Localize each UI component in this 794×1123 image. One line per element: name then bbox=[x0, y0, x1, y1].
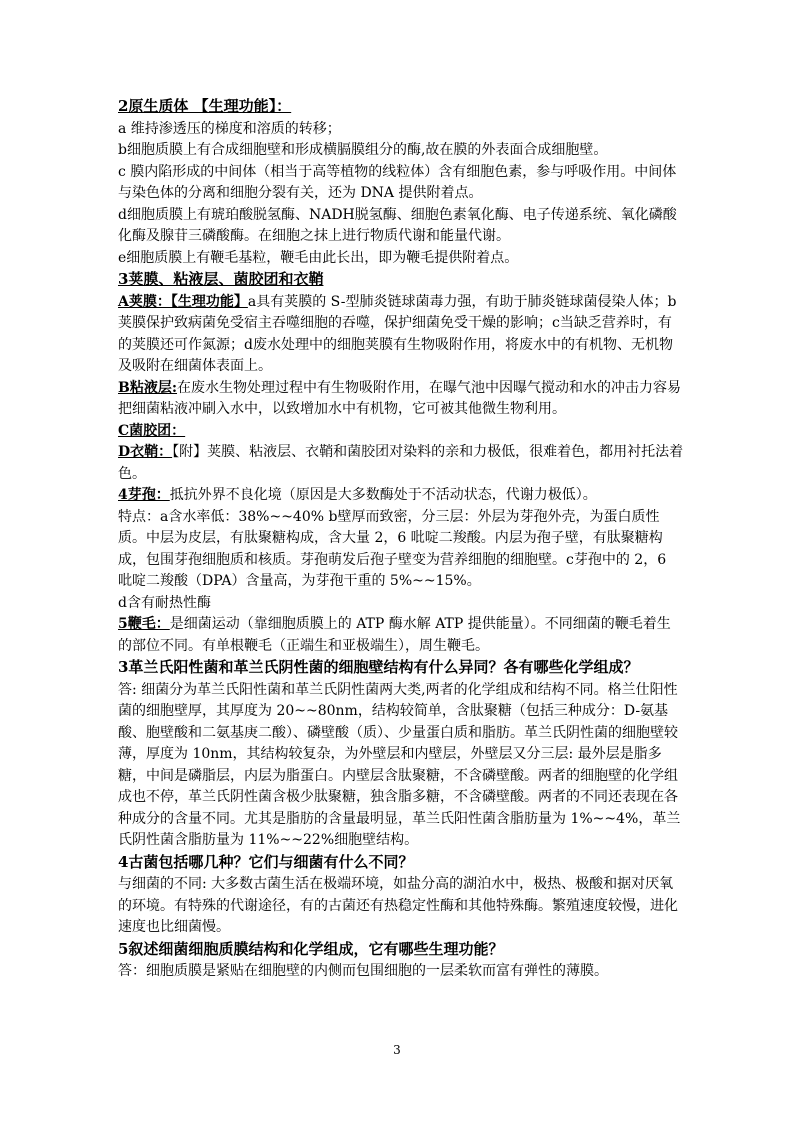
paragraph-label: 4芽孢： bbox=[118, 487, 170, 503]
paragraph-text: a具有荚膜的 S-型肺炎链球菌毒力强，有助于肺炎链球菌侵染人体；b荚膜保护致病菌免受宿主吞噬细胞的吞噬，保护细菌免受干燥的影响；c当缺乏营养时，有的荚膜还可作氮源；d废水处理中的细胞荚膜有生物吸附作用，将废水中的有机物、无机物及吸附在细菌体表面上。 bbox=[118, 293, 677, 374]
paragraph bbox=[118, 205, 684, 248]
paragraph-text: e细胞质膜上有鞭毛基粒，鞭毛由此长出，即为鞭毛提供附着点。 bbox=[118, 249, 519, 266]
paragraph bbox=[118, 162, 684, 205]
section-heading bbox=[118, 852, 684, 875]
paragraph-text: d含有耐热性酶 bbox=[118, 594, 211, 611]
paragraph bbox=[118, 119, 684, 141]
paragraph bbox=[118, 593, 684, 615]
section-heading bbox=[118, 269, 684, 292]
paragraph bbox=[118, 680, 684, 852]
paragraph-label: 3革兰氏阳性菌和革兰氏阴性菌的细胞壁结构有什么异同？各有哪些化学组成？ bbox=[118, 658, 639, 676]
paragraph bbox=[118, 614, 684, 657]
paragraph-label: A荚膜：【生理功能】 bbox=[118, 293, 248, 310]
paragraph bbox=[118, 378, 684, 421]
paragraph-text: c 膜内陷形成的中间体（相当于高等植物的线粒体）含有细胞色素，参与呼吸作用。中间体与染色体的分离和细胞分裂有关，还为 DNA 提供附着点。 bbox=[118, 163, 677, 201]
paragraph bbox=[118, 507, 684, 593]
paragraph-label: D衣鞘： bbox=[118, 444, 173, 460]
paragraph-text: 是细菌运动（靠细胞质膜上的 ATP 酶水解 ATP 提供能量）。不同细菌的鞭毛着生的部位不同。有单根鞭毛（正端生和亚极端生），周生鞭毛。 bbox=[118, 616, 671, 654]
paragraph-text: 答: 细菌分为革兰氏阳性菌和革兰氏阴性菌两大类,两者的化学组成和结构不同。格兰仕阳性菌的细胞壁厚，其厚度为 20~~80nm，结构较简单，含肽聚糖（包括三种成分：D-氨基酸、胞壁酸和二氨基庚二酸）、磷壁酸（质）、少量蛋白质和脂肪。革兰氏阴性菌的细胞壁较薄，厚度为 10nm，其结构较复杂，为外壁层和内壁层，外壁层又分三层: 最外层是脂多糖，中间是磷脂层，内层为脂蛋白。内壁层含肽聚糖，不含磷壁酸。两者的细胞壁的化学组成也不停，革兰氏阴性菌含极少肽聚糖，独含脂多糖，不含磷壁酸。两者的不同还表现在各种成分的含量不同。尤其是脂肪的含量最明显，革兰氏阳性菌含脂肪量为 1%~~4%，革兰氏阴性菌含脂肪量为 11%~~22%细胞壁结构。 bbox=[118, 681, 681, 848]
paragraph-label: 3荚膜、粘液层、菌胶团和衣鞘 bbox=[118, 270, 324, 288]
paragraph-label: 2原生质体 【生理功能】： bbox=[118, 97, 292, 115]
section-heading bbox=[118, 939, 684, 962]
paragraph bbox=[118, 874, 684, 939]
page-number: 3 bbox=[393, 1043, 401, 1057]
paragraph-label: C菌胶团： bbox=[118, 422, 186, 439]
paragraph bbox=[118, 248, 684, 270]
paragraph bbox=[118, 485, 684, 507]
paragraph-text: 与细菌的不同: 大多数古菌生活在极端环境，如盐分高的湖泊水中，极热、极酸和据对厌氧的环境。有特殊的代谢途径，有的古菌还有热稳定性酶和其他特殊酶。繁殖速度较慢，进化速度也比细菌慢。 bbox=[118, 876, 678, 935]
paragraph bbox=[118, 961, 684, 983]
paragraph bbox=[118, 421, 684, 443]
paragraph-label: B粘液层: bbox=[118, 379, 178, 396]
section-heading bbox=[118, 657, 684, 680]
paragraph-text: 抵抗外界不良化境（原因是大多数酶处于不活动状态，代谢力极低）。 bbox=[169, 487, 597, 503]
section-heading bbox=[118, 96, 684, 119]
document-body bbox=[118, 96, 684, 983]
paragraph bbox=[118, 140, 684, 162]
paragraph bbox=[118, 442, 684, 485]
paragraph-label: 5鞭毛： bbox=[118, 616, 170, 632]
paragraph-text: d细胞质膜上有琥珀酸脱氢酶、NADH脱氢酶、细胞色素氧化酶、电子传递系统、氧化磷酸化酶及腺苷三磷酸酶。在细胞之抹上进行物质代谢和能量代谢。 bbox=[118, 206, 677, 244]
paragraph-text: 答：细胞质膜是紧贴在细胞壁的内侧而包围细胞的一层柔软而富有弹性的薄膜。 bbox=[118, 963, 608, 979]
paragraph-text: b细胞质膜上有合成细胞壁和形成横膈膜组分的酶,故在膜的外表面合成细胞壁。 bbox=[118, 142, 608, 158]
paragraph-text: 特点：a含水率低：38%~~40% b壁厚而致密，分三层：外层为芽孢外壳，为蛋白质性质。中层为皮层，有肽聚糖构成，含大量 2，6 吡啶二羧酸。内层为孢子壁，有肽聚糖构成，包围芽孢细胞质和核质。芽孢萌发后孢子壁变为营养细胞的细胞壁。c芽孢中的 2，6 吡啶二羧酸（DPA）含量高，为芽孢干重的 5%~~15%。 bbox=[118, 508, 667, 589]
paragraph-text: a 维持渗透压的梯度和溶质的转移； bbox=[118, 120, 341, 137]
paragraph-text: 【附】荚膜、粘液层、衣鞘和菌胶团对染料的亲和力极低，很难着色，都用衬托法着色。 bbox=[118, 444, 684, 482]
paragraph-label: 4古菌包括哪几种？它们与细菌有什么不同？ bbox=[118, 852, 414, 871]
paragraph bbox=[118, 292, 684, 378]
paragraph-text: 在废水生物处理过程中有生物吸附作用，在曝气池中因曝气搅动和水的冲击力容易把细菌粘液冲刷入水中，以致增加水中有机物，它可被其他微生物利用。 bbox=[118, 379, 682, 417]
paragraph-label: 5叙述细菌细胞质膜结构和化学组成，它有哪些生理功能？ bbox=[118, 939, 504, 958]
